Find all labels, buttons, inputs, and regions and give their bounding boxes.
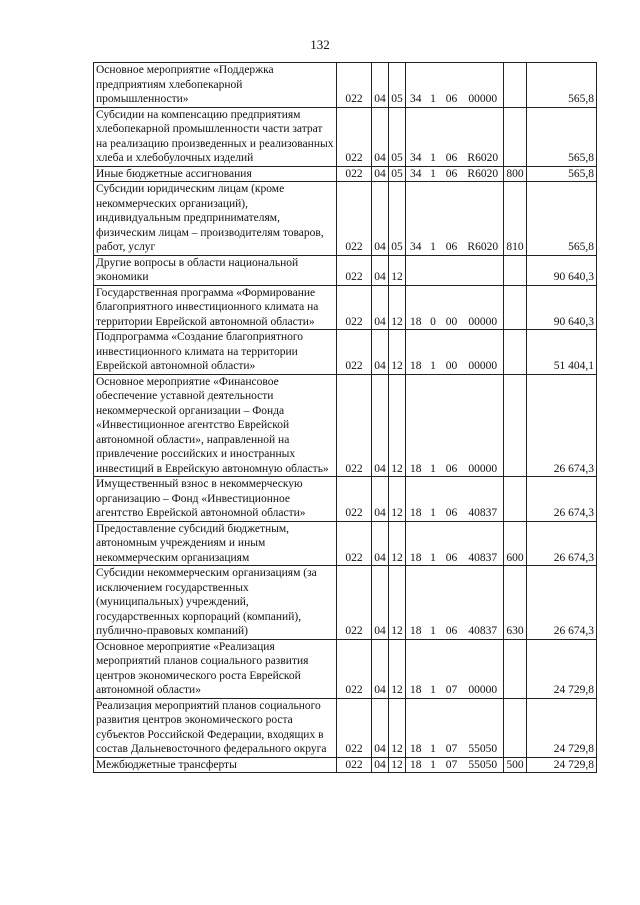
section-code-cell: 04	[372, 639, 389, 698]
chief-admin-code-cell: 022	[337, 374, 372, 477]
row-name-cell: Предоставление субсидий бюджетным, автономным учреждениям и иным некоммерческим организациям	[94, 521, 337, 566]
subsection-code-cell: 12	[389, 566, 406, 640]
expense-type-cell	[504, 255, 527, 285]
activity-code-cell: 06	[441, 566, 463, 640]
expense-type-cell	[504, 374, 527, 477]
program-code-cell: 34	[406, 63, 426, 108]
subsection-code-cell: 05	[389, 182, 406, 256]
subprogram-code-cell: 1	[426, 182, 441, 256]
subsection-code-cell: 12	[389, 477, 406, 522]
amount-cell: 26 674,3	[527, 566, 597, 640]
subsection-code-cell: 12	[389, 757, 406, 773]
subsection-code-cell: 12	[389, 698, 406, 757]
subprogram-code-cell: 1	[426, 566, 441, 640]
table-row	[94, 698, 597, 757]
program-code-cell: 18	[406, 566, 426, 640]
chief-admin-code-cell: 022	[337, 107, 372, 166]
subsection-code-cell: 05	[389, 107, 406, 166]
direction-code-cell: R6020	[463, 166, 504, 182]
activity-code-cell: 00	[441, 330, 463, 375]
subsection-code-cell: 05	[389, 166, 406, 182]
direction-code-cell: 00000	[463, 63, 504, 108]
table-row	[94, 107, 597, 166]
program-code-cell: 18	[406, 477, 426, 522]
subsection-code-cell: 12	[389, 521, 406, 566]
table-row	[94, 757, 597, 773]
table-row	[94, 374, 597, 477]
amount-cell: 51 404,1	[527, 330, 597, 375]
row-name-cell: Субсидии некоммерческим организациям (за исключением государственных (муниципальных) учреждений, государственных корпораций (компаний), публично-правовых компаний)	[94, 566, 337, 640]
row-name-cell: Субсидии юридическим лицам (кроме некоммерческих организаций), индивидуальным предпринимателям, физическим лицам – производителям товаров, работ, услуг	[94, 182, 337, 256]
amount-cell: 26 674,3	[527, 374, 597, 477]
activity-code-cell: 06	[441, 182, 463, 256]
program-code-cell: 18	[406, 757, 426, 773]
subsection-code-cell: 05	[389, 63, 406, 108]
chief-admin-code-cell: 022	[337, 63, 372, 108]
direction-code-cell: 55050	[463, 757, 504, 773]
row-name-cell: Основное мероприятие «Финансовое обеспечение уставной деятельности некоммерческой организации – Фонда «Инвестиционное агентство Еврейской автономной области», направленной на привлечение российских и иностранных инвестиций в Еврейскую автономную область»	[94, 374, 337, 477]
expense-type-cell: 810	[504, 182, 527, 256]
amount-cell: 24 729,8	[527, 757, 597, 773]
section-code-cell: 04	[372, 521, 389, 566]
subprogram-code-cell: 1	[426, 698, 441, 757]
direction-code-cell	[463, 255, 504, 285]
activity-code-cell: 06	[441, 107, 463, 166]
table-row	[94, 166, 597, 182]
table-row	[94, 566, 597, 640]
page-number: 132	[310, 37, 330, 52]
row-name-cell: Межбюджетные трансферты	[94, 757, 337, 773]
program-code-cell: 18	[406, 330, 426, 375]
row-name-cell: Имущественный взнос в некоммерческую организацию – Фонд «Инвестиционное агентство Еврейской автономной области»	[94, 477, 337, 522]
activity-code-cell: 07	[441, 698, 463, 757]
program-code-cell: 18	[406, 374, 426, 477]
program-code-cell: 18	[406, 521, 426, 566]
section-code-cell: 04	[372, 63, 389, 108]
chief-admin-code-cell: 022	[337, 639, 372, 698]
direction-code-cell: 40837	[463, 566, 504, 640]
direction-code-cell: 40837	[463, 477, 504, 522]
expense-type-cell	[504, 63, 527, 108]
table-row	[94, 255, 597, 285]
activity-code-cell: 06	[441, 63, 463, 108]
row-name-cell: Другие вопросы в области национальной экономики	[94, 255, 337, 285]
amount-cell: 565,8	[527, 182, 597, 256]
direction-code-cell: 40837	[463, 521, 504, 566]
subprogram-code-cell: 1	[426, 374, 441, 477]
expense-type-cell	[504, 639, 527, 698]
table-row	[94, 63, 597, 108]
subprogram-code-cell: 1	[426, 639, 441, 698]
subsection-code-cell: 12	[389, 330, 406, 375]
direction-code-cell: 00000	[463, 330, 504, 375]
program-code-cell: 18	[406, 285, 426, 330]
table-body	[94, 63, 597, 773]
subprogram-code-cell: 1	[426, 477, 441, 522]
activity-code-cell: 07	[441, 757, 463, 773]
direction-code-cell: R6020	[463, 107, 504, 166]
section-code-cell: 04	[372, 255, 389, 285]
chief-admin-code-cell: 022	[337, 285, 372, 330]
program-code-cell: 18	[406, 639, 426, 698]
chief-admin-code-cell: 022	[337, 330, 372, 375]
activity-code-cell: 06	[441, 521, 463, 566]
table-row	[94, 330, 597, 375]
amount-cell: 24 729,8	[527, 698, 597, 757]
expense-type-cell	[504, 330, 527, 375]
subsection-code-cell: 12	[389, 255, 406, 285]
subprogram-code-cell	[426, 255, 441, 285]
section-code-cell: 04	[372, 374, 389, 477]
section-code-cell: 04	[372, 477, 389, 522]
expense-type-cell	[504, 698, 527, 757]
expense-type-cell: 630	[504, 566, 527, 640]
section-code-cell: 04	[372, 566, 389, 640]
amount-cell: 26 674,3	[527, 521, 597, 566]
row-name-cell: Основное мероприятие «Реализация мероприятий планов социального развития центров экономического роста Еврейской автономной области»	[94, 639, 337, 698]
amount-cell: 26 674,3	[527, 477, 597, 522]
subprogram-code-cell: 1	[426, 330, 441, 375]
chief-admin-code-cell: 022	[337, 166, 372, 182]
amount-cell: 565,8	[527, 107, 597, 166]
activity-code-cell: 00	[441, 285, 463, 330]
chief-admin-code-cell: 022	[337, 182, 372, 256]
row-name-cell: Подпрограмма «Создание благоприятного инвестиционного климата на территории Еврейской автономной области»	[94, 330, 337, 375]
amount-cell: 565,8	[527, 166, 597, 182]
direction-code-cell: 55050	[463, 698, 504, 757]
amount-cell: 90 640,3	[527, 255, 597, 285]
amount-cell: 565,8	[527, 63, 597, 108]
amount-cell: 90 640,3	[527, 285, 597, 330]
row-name-cell: Иные бюджетные ассигнования	[94, 166, 337, 182]
row-name-cell: Реализация мероприятий планов социального развития центров экономического роста субъектов Российской Федерации, входящих в состав Дальневосточного федерального округа	[94, 698, 337, 757]
expense-type-cell: 800	[504, 166, 527, 182]
section-code-cell: 04	[372, 166, 389, 182]
expense-type-cell: 500	[504, 757, 527, 773]
program-code-cell: 34	[406, 107, 426, 166]
direction-code-cell: 00000	[463, 374, 504, 477]
chief-admin-code-cell: 022	[337, 566, 372, 640]
subsection-code-cell: 12	[389, 285, 406, 330]
expense-type-cell	[504, 477, 527, 522]
table-row	[94, 521, 597, 566]
section-code-cell: 04	[372, 107, 389, 166]
table-row	[94, 477, 597, 522]
table-row	[94, 639, 597, 698]
subprogram-code-cell: 1	[426, 63, 441, 108]
subprogram-code-cell: 1	[426, 757, 441, 773]
subprogram-code-cell: 1	[426, 521, 441, 566]
subprogram-code-cell: 1	[426, 107, 441, 166]
section-code-cell: 04	[372, 330, 389, 375]
activity-code-cell: 06	[441, 166, 463, 182]
program-code-cell	[406, 255, 426, 285]
subsection-code-cell: 12	[389, 639, 406, 698]
chief-admin-code-cell: 022	[337, 477, 372, 522]
row-name-cell: Субсидии на компенсацию предприятиям хлебопекарной промышленности части затрат на реализацию произведенных и реализованных хлеба и хлебобулочных изделий	[94, 107, 337, 166]
expense-type-cell	[504, 285, 527, 330]
program-code-cell: 34	[406, 166, 426, 182]
expense-type-cell	[504, 107, 527, 166]
activity-code-cell	[441, 255, 463, 285]
row-name-cell: Основное мероприятие «Поддержка предприятиям хлебопекарной промышленности»	[94, 63, 337, 108]
chief-admin-code-cell: 022	[337, 757, 372, 773]
direction-code-cell: R6020	[463, 182, 504, 256]
amount-cell: 24 729,8	[527, 639, 597, 698]
program-code-cell: 18	[406, 698, 426, 757]
table-row	[94, 182, 597, 256]
activity-code-cell: 07	[441, 639, 463, 698]
chief-admin-code-cell: 022	[337, 521, 372, 566]
chief-admin-code-cell: 022	[337, 255, 372, 285]
budget-table	[93, 62, 597, 773]
program-code-cell: 34	[406, 182, 426, 256]
section-code-cell: 04	[372, 285, 389, 330]
table-row	[94, 285, 597, 330]
expense-type-cell: 600	[504, 521, 527, 566]
subprogram-code-cell: 1	[426, 166, 441, 182]
subsection-code-cell: 12	[389, 374, 406, 477]
row-name-cell: Государственная программа «Формирование благоприятного инвестиционного климата на территории Еврейской автономной области»	[94, 285, 337, 330]
section-code-cell: 04	[372, 757, 389, 773]
activity-code-cell: 06	[441, 374, 463, 477]
direction-code-cell: 00000	[463, 639, 504, 698]
chief-admin-code-cell: 022	[337, 698, 372, 757]
activity-code-cell: 06	[441, 477, 463, 522]
direction-code-cell: 00000	[463, 285, 504, 330]
section-code-cell: 04	[372, 182, 389, 256]
section-code-cell: 04	[372, 698, 389, 757]
subprogram-code-cell: 0	[426, 285, 441, 330]
